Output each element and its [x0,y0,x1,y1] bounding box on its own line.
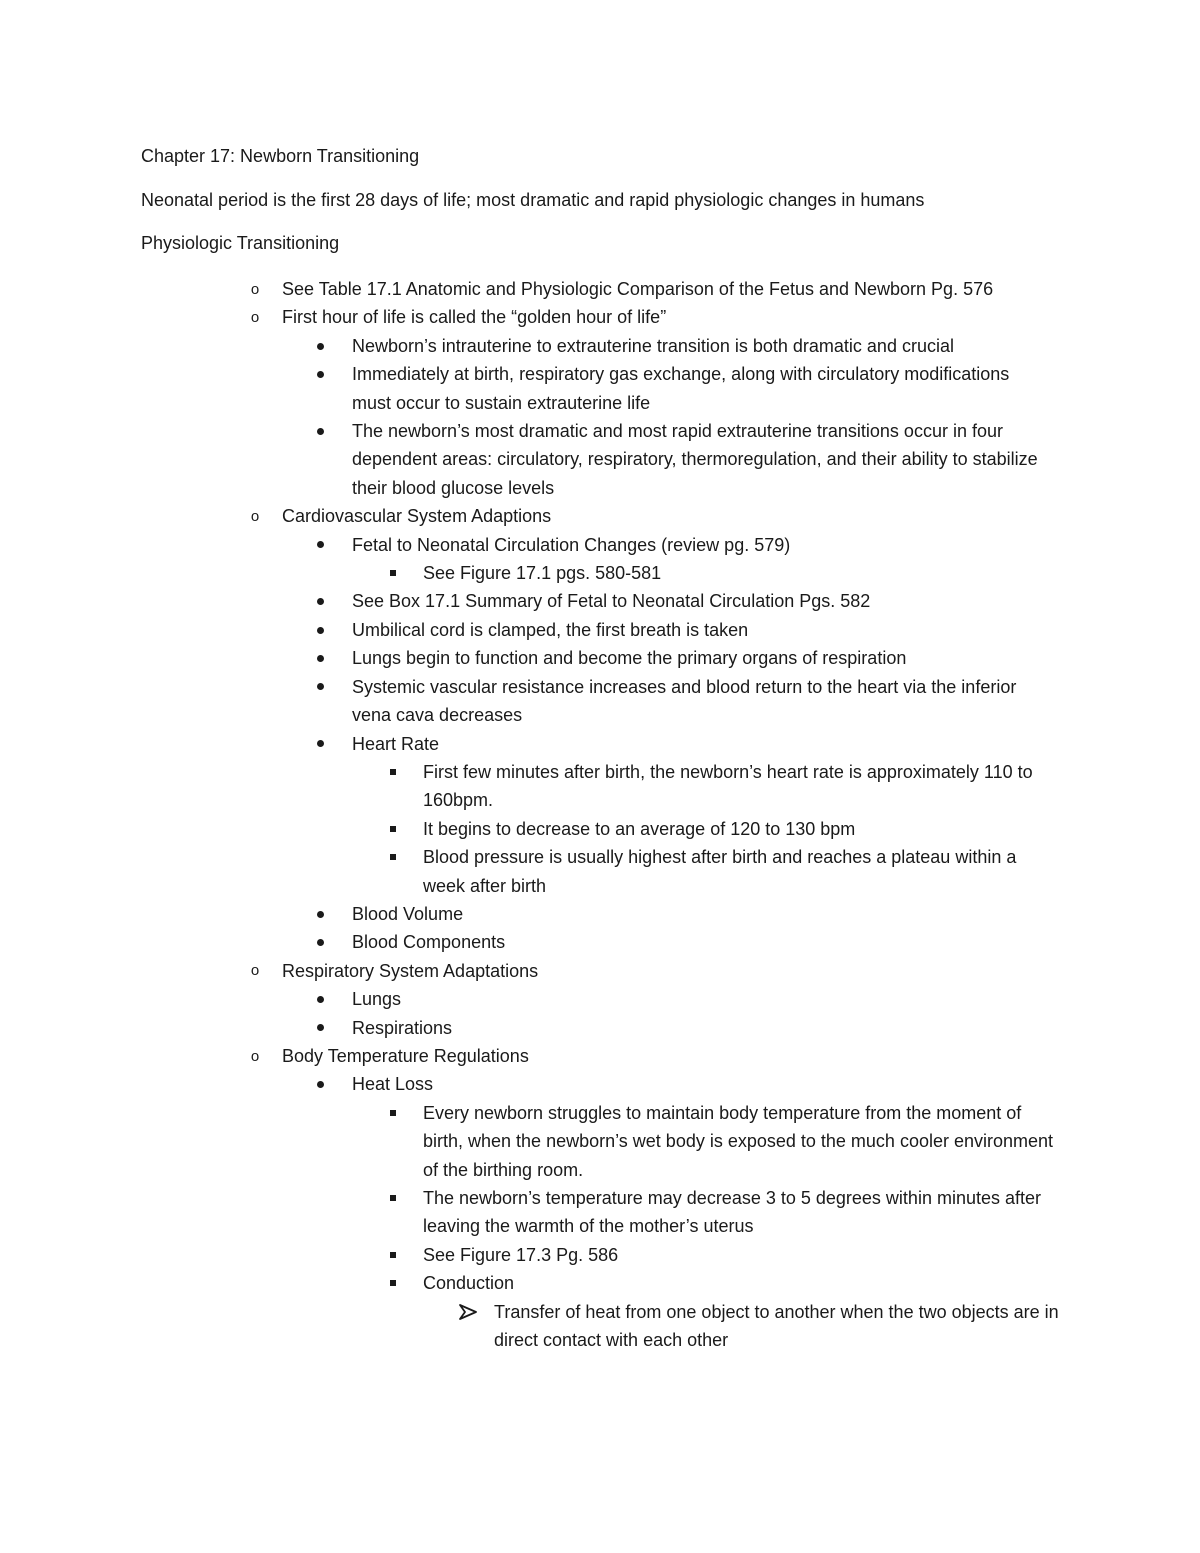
list-item-text: See Figure 17.3 Pg. 586 [423,1244,619,1265]
round-bullet-icon [311,417,329,445]
list-item-text: First hour of life is called the “golden hour of life” [282,307,667,328]
list-item-text: See Box 17.1 Summary of Fetal to Neonatal Circulation Pgs. 582 [352,591,871,612]
circle-bullet-icon [244,1042,266,1070]
list-item [0,1269,1200,1297]
list-item-text: Cardiovascular System Adaptions [282,506,552,527]
list-item-text: The newborn’s temperature may decrease 3 to 5 degrees within minutes after leaving the warmth of the mother’s uterus [423,1188,1041,1237]
list-item [0,616,1200,644]
round-bullet-icon [311,332,329,360]
list-item [0,900,1200,928]
round-bullet-icon [311,985,329,1013]
arrowhead-bullet-icon [456,1298,480,1326]
intro-paragraph: Neonatal period is the first 28 days of life; most dramatic and rapid physiologic changes in humans [141,190,925,210]
list-item [0,559,1200,587]
round-bullet-icon [311,730,329,758]
round-bullet-icon [311,1014,329,1042]
list-item [0,275,1200,303]
circle-bullet-glyph: o [250,507,260,525]
list-item-text: Every newborn struggles to maintain body temperature from the moment of birth, when the newborn’s wet body is exposed to the much cooler environment of the birthing room. [423,1102,1054,1180]
section-heading: Physiologic Transitioning [141,233,340,253]
round-bullet-icon [311,1070,329,1098]
list-item-text: Transfer of heat from one object to another when the two objects are in direct contact with each other [494,1301,1059,1351]
list-item-text: See Table 17.1 Anatomic and Physiologic Comparison of the Fetus and Newborn Pg. 576 [282,279,994,299]
round-bullet-icon [311,928,329,956]
list-item-text: Body Temperature Regulations [282,1045,529,1066]
circle-bullet-glyph: o [250,309,260,327]
list-item [0,332,1200,360]
list-item-text: The newborn’s most dramatic and most rapid extrauterine transitions occur in four dependent areas: circulatory, respiratory, thermoregulation, and their ability to stabilize their blood glucose levels [352,421,1038,498]
list-item [0,1099,1200,1184]
round-bullet-icon [311,616,329,644]
list-item [0,815,1200,843]
list-item [0,502,1200,530]
list-item [0,1042,1200,1070]
list-item-text: Conduction [423,1273,515,1294]
outline-list [0,275,1200,1354]
circle-bullet-glyph: o [250,1047,260,1065]
round-bullet-icon [311,644,329,672]
list-item-text: Blood Volume [352,903,464,924]
square-bullet-icon [385,1269,401,1297]
list-item-text: Heat Loss [352,1074,434,1095]
list-item-text: Lungs begin to function and become the primary organs of respiration [352,648,907,669]
list-item [0,587,1200,615]
round-bullet-icon [311,360,329,388]
list-item [0,644,1200,672]
list-item-text: Heart Rate [352,733,440,754]
round-bullet-icon [311,900,329,928]
list-item-text: First few minutes after birth, the newborn’s heart rate is approximately 110 to 160bpm. [423,761,1033,811]
list-item [0,531,1200,559]
square-bullet-icon [385,1241,401,1269]
document-title: Chapter 17: Newborn Transitioning [141,146,420,166]
list-item-text: Newborn’s intrauterine to extrauterine transition is both dramatic and crucial [352,335,954,356]
list-item-text: Immediately at birth, respiratory gas exchange, along with circulatory modifications must occur to sustain extrauterine life [352,364,1010,413]
square-bullet-icon [385,843,401,871]
square-bullet-icon [385,1099,401,1127]
list-item [0,360,1200,417]
circle-bullet-icon [244,275,266,303]
list-item [0,1070,1200,1098]
list-item-text: Blood pressure is usually highest after birth and reaches a plateau within a week after birth [423,847,1017,896]
list-item-text: Respiratory System Adaptations [282,960,539,981]
list-item-text: It begins to decrease to an average of 120 to 130 bpm [423,818,856,839]
list-item [0,730,1200,758]
list-item-text: Umbilical cord is clamped, the first breath is taken [352,619,749,640]
list-item [0,673,1200,730]
circle-bullet-glyph: o [250,962,260,980]
list-item [0,985,1200,1013]
circle-bullet-icon [244,957,266,985]
square-bullet-icon [385,559,401,587]
list-item [0,417,1200,502]
square-bullet-icon [385,1184,401,1212]
list-item-text: Lungs [352,989,402,1010]
list-item [0,1298,1200,1355]
list-item-text: Blood Components [352,932,506,953]
list-item [0,957,1200,985]
round-bullet-icon [311,587,329,615]
list-item-text: Respirations [352,1017,453,1038]
round-bullet-icon [311,531,329,559]
round-bullet-icon [311,673,329,701]
list-item [0,758,1200,815]
circle-bullet-icon [244,502,266,530]
circle-bullet-icon [244,303,266,331]
list-item [0,843,1200,900]
list-item [0,1014,1200,1042]
list-item [0,1241,1200,1269]
square-bullet-icon [385,758,401,786]
list-item-text: Systemic vascular resistance increases and blood return to the heart via the inferior vena cava decreases [352,676,1017,726]
circle-bullet-glyph: o [250,280,260,298]
list-item [0,303,1200,331]
list-item-text: Fetal to Neonatal Circulation Changes (review pg. 579) [352,534,791,555]
list-item [0,1184,1200,1241]
list-item [0,928,1200,956]
square-bullet-icon [385,815,401,843]
list-item-text: See Figure 17.1 pgs. 580-581 [423,563,662,584]
